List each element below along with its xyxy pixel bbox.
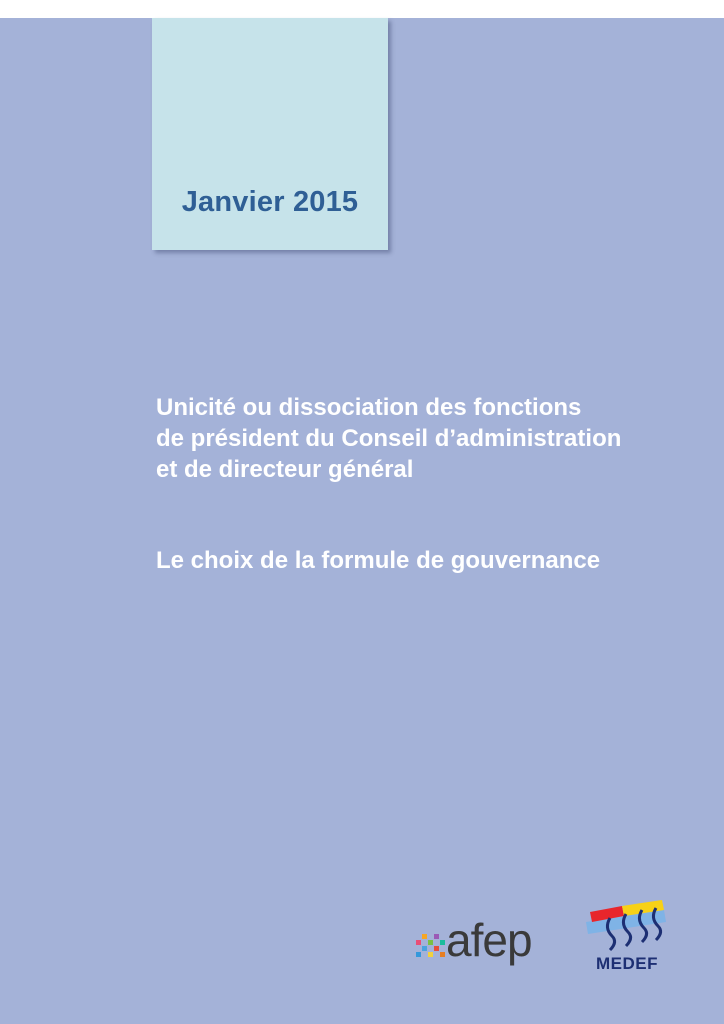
- date-label: Janvier 2015: [181, 186, 359, 218]
- afep-logo: [416, 914, 546, 974]
- title-line-3: et de directeur général: [156, 456, 414, 483]
- document-title: [156, 392, 716, 485]
- afep-dots-icon: [416, 930, 450, 960]
- afep-wordmark: afep: [446, 914, 532, 966]
- medef-emblem-icon: [582, 892, 672, 956]
- document-subtitle: Le choix de la formule de gouvernance: [156, 547, 601, 574]
- date-box: [152, 18, 388, 250]
- medef-logo: [582, 892, 672, 992]
- title-line-1: Unicité ou dissociation des fonctions: [156, 394, 582, 421]
- title-line-2: de président du Conseil d’administration: [156, 425, 622, 452]
- cover-page: [0, 18, 724, 1024]
- medef-wordmark: MEDEF: [596, 954, 658, 973]
